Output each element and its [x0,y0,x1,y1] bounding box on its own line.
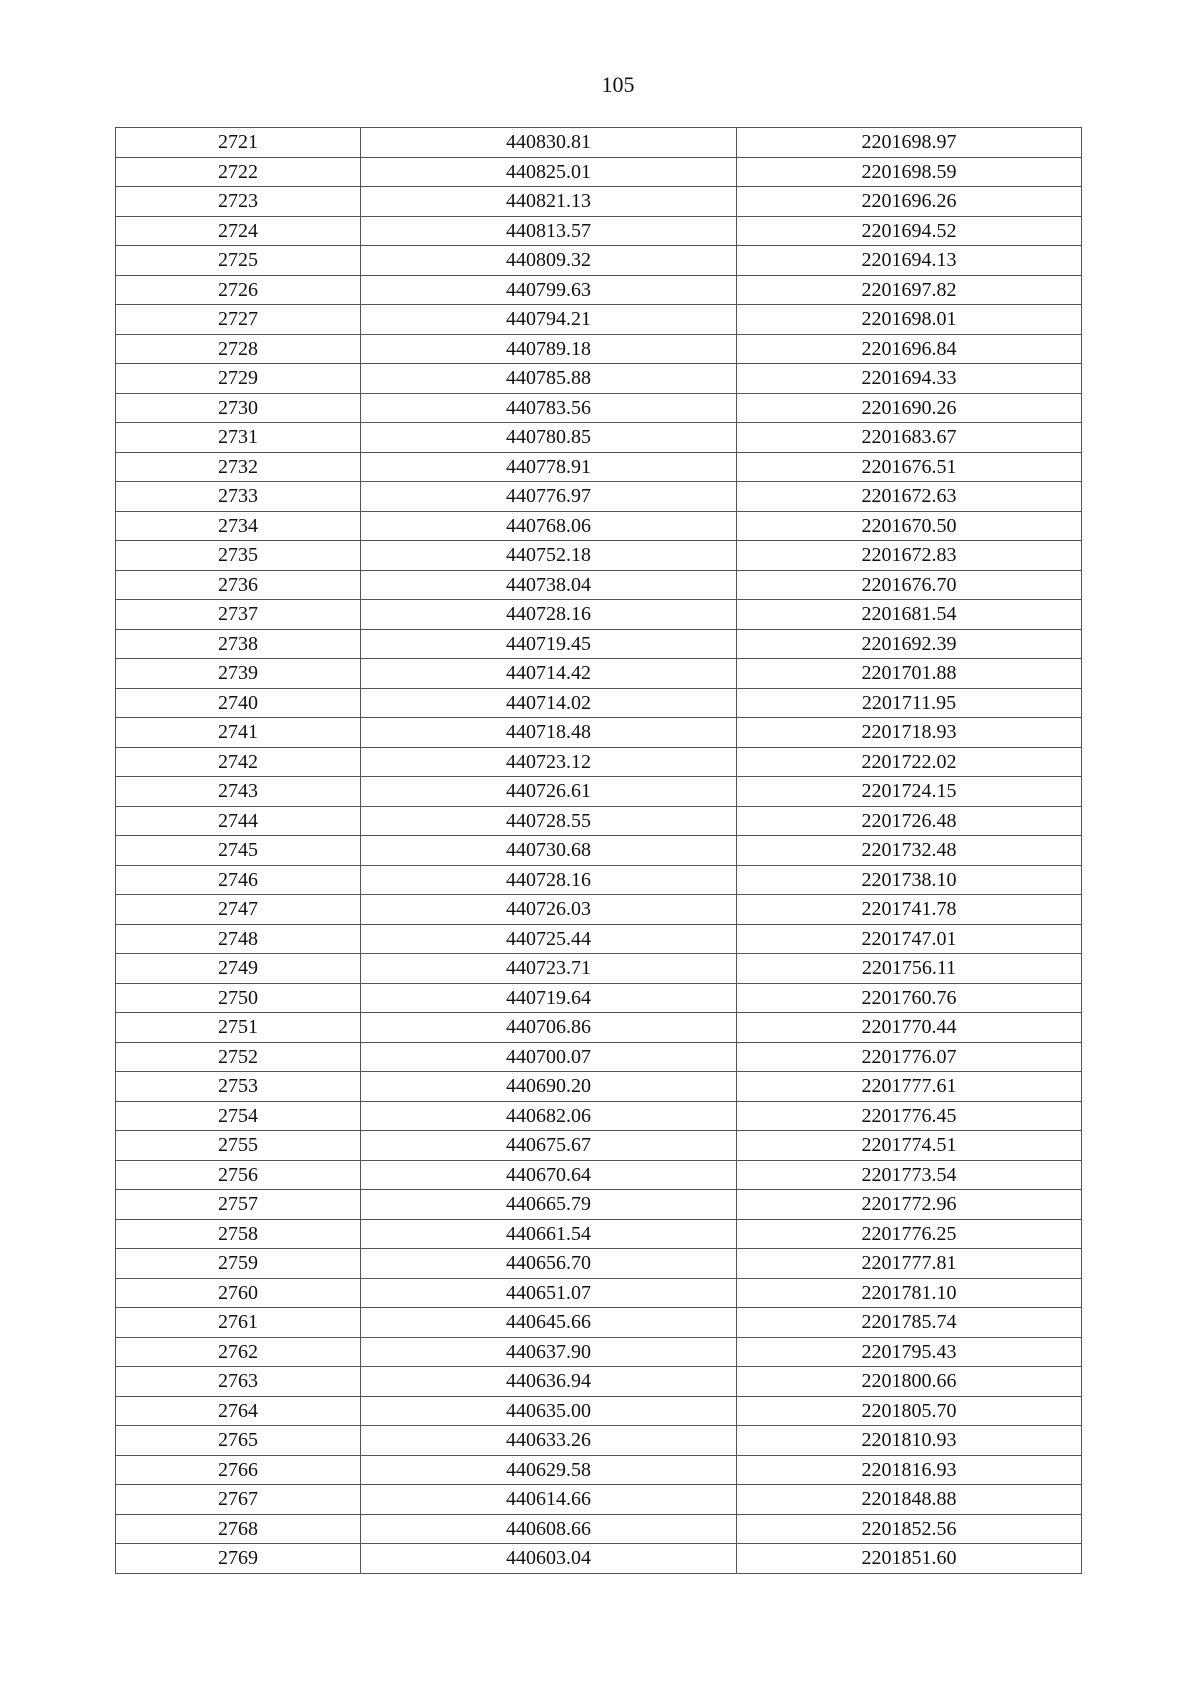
y-coordinate-cell: 2201670.50 [737,511,1082,541]
y-coordinate-cell: 2201851.60 [737,1544,1082,1574]
point-number-cell: 2759 [116,1249,361,1279]
y-coordinate-cell: 2201694.33 [737,364,1082,394]
y-coordinate-cell: 2201785.74 [737,1308,1082,1338]
table-row [116,983,1082,1013]
table-row [116,865,1082,895]
x-coordinate-cell: 440780.85 [361,423,737,453]
table-row [116,629,1082,659]
y-coordinate-cell: 2201692.39 [737,629,1082,659]
point-number-cell: 2753 [116,1072,361,1102]
point-number-cell: 2736 [116,570,361,600]
table-row [116,1042,1082,1072]
point-number-cell: 2724 [116,216,361,246]
point-number-cell: 2742 [116,747,361,777]
table-row [116,1485,1082,1515]
point-number-cell: 2737 [116,600,361,630]
y-coordinate-cell: 2201777.61 [737,1072,1082,1102]
x-coordinate-cell: 440778.91 [361,452,737,482]
table-row [116,1514,1082,1544]
point-number-cell: 2729 [116,364,361,394]
table-row [116,570,1082,600]
y-coordinate-cell: 2201698.01 [737,305,1082,335]
point-number-cell: 2765 [116,1426,361,1456]
table-row [116,1013,1082,1043]
table-row [116,954,1082,984]
x-coordinate-cell: 440830.81 [361,128,737,158]
x-coordinate-cell: 440738.04 [361,570,737,600]
x-coordinate-cell: 440682.06 [361,1101,737,1131]
y-coordinate-cell: 2201694.52 [737,216,1082,246]
point-number-cell: 2764 [116,1396,361,1426]
point-number-cell: 2741 [116,718,361,748]
y-coordinate-cell: 2201776.25 [737,1219,1082,1249]
y-coordinate-cell: 2201747.01 [737,924,1082,954]
table-row [116,393,1082,423]
y-coordinate-cell: 2201816.93 [737,1455,1082,1485]
x-coordinate-cell: 440809.32 [361,246,737,276]
table-row [116,1131,1082,1161]
point-number-cell: 2751 [116,1013,361,1043]
y-coordinate-cell: 2201696.26 [737,187,1082,217]
x-coordinate-cell: 440776.97 [361,482,737,512]
table-row [116,128,1082,158]
table-row [116,1219,1082,1249]
point-number-cell: 2738 [116,629,361,659]
x-coordinate-cell: 440645.66 [361,1308,737,1338]
x-coordinate-cell: 440603.04 [361,1544,737,1574]
y-coordinate-cell: 2201738.10 [737,865,1082,895]
y-coordinate-cell: 2201774.51 [737,1131,1082,1161]
y-coordinate-cell: 2201697.82 [737,275,1082,305]
y-coordinate-cell: 2201672.83 [737,541,1082,571]
y-coordinate-cell: 2201741.78 [737,895,1082,925]
y-coordinate-cell: 2201781.10 [737,1278,1082,1308]
y-coordinate-cell: 2201676.70 [737,570,1082,600]
point-number-cell: 2749 [116,954,361,984]
x-coordinate-cell: 440675.67 [361,1131,737,1161]
point-number-cell: 2722 [116,157,361,187]
x-coordinate-cell: 440706.86 [361,1013,737,1043]
x-coordinate-cell: 440723.71 [361,954,737,984]
point-number-cell: 2762 [116,1337,361,1367]
y-coordinate-cell: 2201718.93 [737,718,1082,748]
point-number-cell: 2744 [116,806,361,836]
table-row [116,659,1082,689]
y-coordinate-cell: 2201694.13 [737,246,1082,276]
y-coordinate-cell: 2201776.45 [737,1101,1082,1131]
x-coordinate-cell: 440728.16 [361,865,737,895]
table-row [116,246,1082,276]
table-row [116,1249,1082,1279]
point-number-cell: 2726 [116,275,361,305]
table-row [116,1160,1082,1190]
y-coordinate-cell: 2201701.88 [737,659,1082,689]
table-row [116,157,1082,187]
x-coordinate-cell: 440768.06 [361,511,737,541]
coordinate-table-body [116,128,1082,1574]
x-coordinate-cell: 440783.56 [361,393,737,423]
point-number-cell: 2748 [116,924,361,954]
point-number-cell: 2739 [116,659,361,689]
x-coordinate-cell: 440730.68 [361,836,737,866]
point-number-cell: 2732 [116,452,361,482]
table-row [116,1396,1082,1426]
x-coordinate-cell: 440725.44 [361,924,737,954]
y-coordinate-cell: 2201722.02 [737,747,1082,777]
y-coordinate-cell: 2201770.44 [737,1013,1082,1043]
table-row [116,718,1082,748]
table-row [116,1426,1082,1456]
table-row [116,1367,1082,1397]
point-number-cell: 2769 [116,1544,361,1574]
table-row [116,1455,1082,1485]
x-coordinate-cell: 440726.61 [361,777,737,807]
point-number-cell: 2740 [116,688,361,718]
y-coordinate-cell: 2201724.15 [737,777,1082,807]
x-coordinate-cell: 440633.26 [361,1426,737,1456]
y-coordinate-cell: 2201690.26 [737,393,1082,423]
table-row [116,836,1082,866]
y-coordinate-cell: 2201676.51 [737,452,1082,482]
x-coordinate-cell: 440636.94 [361,1367,737,1397]
table-row [116,688,1082,718]
table-row [116,600,1082,630]
table-row [116,777,1082,807]
x-coordinate-cell: 440821.13 [361,187,737,217]
table-row [116,1308,1082,1338]
point-number-cell: 2760 [116,1278,361,1308]
y-coordinate-cell: 2201711.95 [737,688,1082,718]
point-number-cell: 2723 [116,187,361,217]
y-coordinate-cell: 2201732.48 [737,836,1082,866]
y-coordinate-cell: 2201683.67 [737,423,1082,453]
point-number-cell: 2728 [116,334,361,364]
y-coordinate-cell: 2201795.43 [737,1337,1082,1367]
x-coordinate-cell: 440714.02 [361,688,737,718]
y-coordinate-cell: 2201777.81 [737,1249,1082,1279]
table-row [116,1072,1082,1102]
y-coordinate-cell: 2201696.84 [737,334,1082,364]
table-row [116,806,1082,836]
point-number-cell: 2755 [116,1131,361,1161]
point-number-cell: 2735 [116,541,361,571]
x-coordinate-cell: 440728.16 [361,600,737,630]
point-number-cell: 2750 [116,983,361,1013]
point-number-cell: 2727 [116,305,361,335]
y-coordinate-cell: 2201773.54 [737,1160,1082,1190]
x-coordinate-cell: 440726.03 [361,895,737,925]
x-coordinate-cell: 440714.42 [361,659,737,689]
x-coordinate-cell: 440752.18 [361,541,737,571]
page-number: 105 [601,72,635,97]
x-coordinate-cell: 440614.66 [361,1485,737,1515]
x-coordinate-cell: 440629.58 [361,1455,737,1485]
table-row [116,305,1082,335]
point-number-cell: 2766 [116,1455,361,1485]
y-coordinate-cell: 2201800.66 [737,1367,1082,1397]
x-coordinate-cell: 440799.63 [361,275,737,305]
table-row [116,895,1082,925]
y-coordinate-cell: 2201772.96 [737,1190,1082,1220]
x-coordinate-cell: 440723.12 [361,747,737,777]
x-coordinate-cell: 440651.07 [361,1278,737,1308]
point-number-cell: 2768 [116,1514,361,1544]
x-coordinate-cell: 440794.21 [361,305,737,335]
point-number-cell: 2757 [116,1190,361,1220]
x-coordinate-cell: 440719.64 [361,983,737,1013]
x-coordinate-cell: 440825.01 [361,157,737,187]
point-number-cell: 2721 [116,128,361,158]
table-row [116,924,1082,954]
y-coordinate-cell: 2201672.63 [737,482,1082,512]
x-coordinate-cell: 440670.64 [361,1160,737,1190]
x-coordinate-cell: 440700.07 [361,1042,737,1072]
y-coordinate-cell: 2201698.97 [737,128,1082,158]
point-number-cell: 2746 [116,865,361,895]
y-coordinate-cell: 2201852.56 [737,1514,1082,1544]
table-row [116,275,1082,305]
x-coordinate-cell: 440728.55 [361,806,737,836]
x-coordinate-cell: 440637.90 [361,1337,737,1367]
point-number-cell: 2725 [116,246,361,276]
y-coordinate-cell: 2201681.54 [737,600,1082,630]
table-row [116,423,1082,453]
x-coordinate-cell: 440719.45 [361,629,737,659]
table-row [116,452,1082,482]
table-row [116,541,1082,571]
table-row [116,1190,1082,1220]
table-row [116,511,1082,541]
coordinate-table [115,127,1082,1574]
point-number-cell: 2745 [116,836,361,866]
y-coordinate-cell: 2201698.59 [737,157,1082,187]
table-row [116,216,1082,246]
point-number-cell: 2731 [116,423,361,453]
x-coordinate-cell: 440656.70 [361,1249,737,1279]
x-coordinate-cell: 440789.18 [361,334,737,364]
table-row [116,747,1082,777]
table-row [116,364,1082,394]
point-number-cell: 2747 [116,895,361,925]
point-number-cell: 2763 [116,1367,361,1397]
table-row [116,1337,1082,1367]
x-coordinate-cell: 440718.48 [361,718,737,748]
x-coordinate-cell: 440635.00 [361,1396,737,1426]
x-coordinate-cell: 440608.66 [361,1514,737,1544]
point-number-cell: 2758 [116,1219,361,1249]
x-coordinate-cell: 440661.54 [361,1219,737,1249]
x-coordinate-cell: 440785.88 [361,364,737,394]
y-coordinate-cell: 2201848.88 [737,1485,1082,1515]
y-coordinate-cell: 2201756.11 [737,954,1082,984]
point-number-cell: 2752 [116,1042,361,1072]
table-row [116,187,1082,217]
table-row [116,1278,1082,1308]
point-number-cell: 2754 [116,1101,361,1131]
y-coordinate-cell: 2201805.70 [737,1396,1082,1426]
x-coordinate-cell: 440665.79 [361,1190,737,1220]
x-coordinate-cell: 440690.20 [361,1072,737,1102]
point-number-cell: 2734 [116,511,361,541]
point-number-cell: 2733 [116,482,361,512]
table-row [116,1101,1082,1131]
y-coordinate-cell: 2201810.93 [737,1426,1082,1456]
point-number-cell: 2761 [116,1308,361,1338]
table-row [116,334,1082,364]
y-coordinate-cell: 2201726.48 [737,806,1082,836]
x-coordinate-cell: 440813.57 [361,216,737,246]
point-number-cell: 2756 [116,1160,361,1190]
table-row [116,1544,1082,1574]
table-row [116,482,1082,512]
point-number-cell: 2743 [116,777,361,807]
point-number-cell: 2730 [116,393,361,423]
y-coordinate-cell: 2201776.07 [737,1042,1082,1072]
point-number-cell: 2767 [116,1485,361,1515]
y-coordinate-cell: 2201760.76 [737,983,1082,1013]
